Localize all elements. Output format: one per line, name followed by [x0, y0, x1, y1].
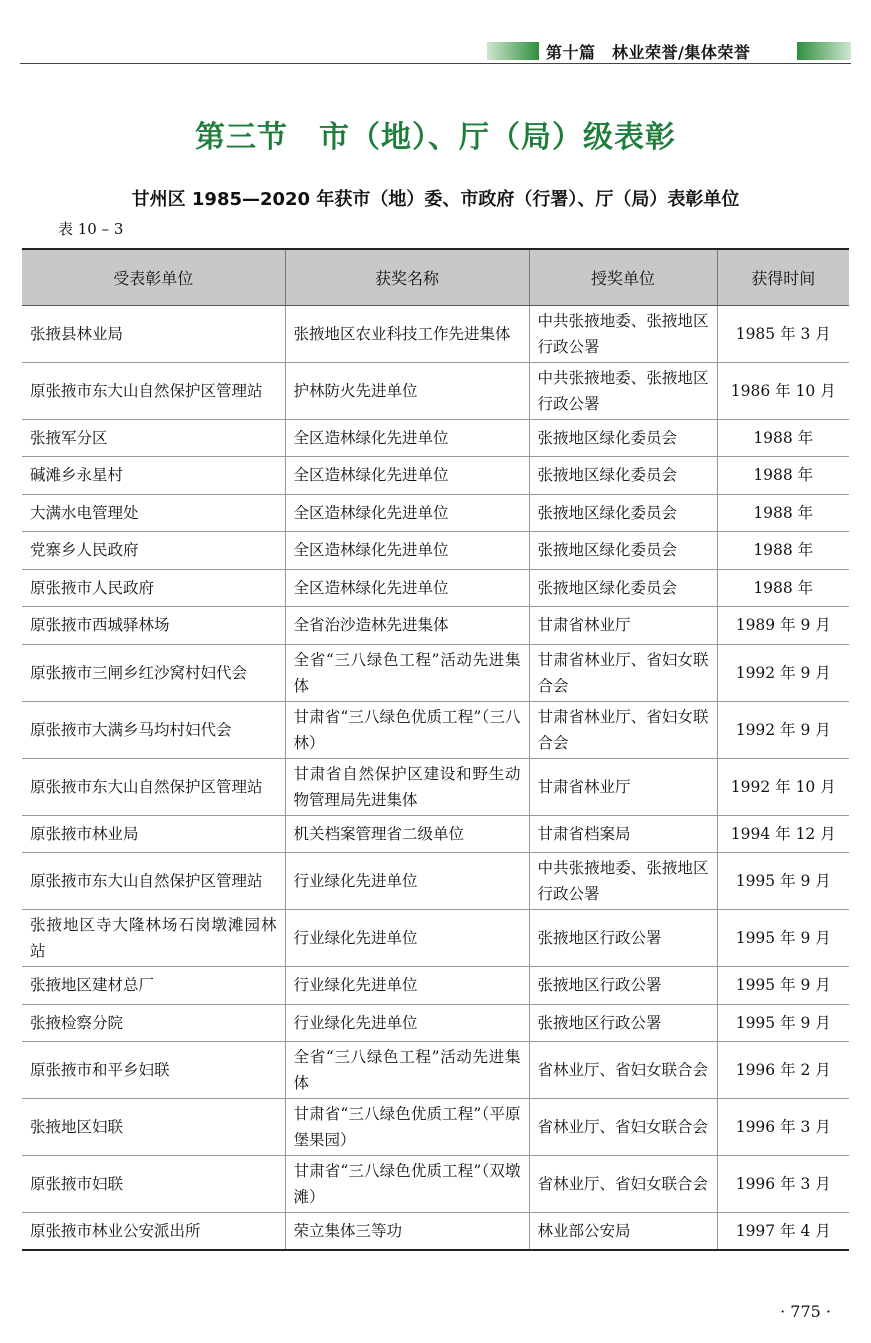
cell-grantor: 张掖地区绿化委员会 — [529, 569, 717, 607]
cell-grantor: 张掖地区行政公署 — [529, 910, 717, 967]
cell-date: 1986 年 10 月 — [717, 362, 849, 419]
cell-unit: 原张掖市林业局 — [22, 815, 285, 853]
cell-grantor: 张掖地区绿化委员会 — [529, 419, 717, 457]
cell-date: 1996 年 2 月 — [717, 1042, 849, 1099]
cell-award: 全区造林绿化先进单位 — [285, 532, 529, 570]
header-accent-bar-right — [797, 42, 851, 60]
column-header-award: 获奖名称 — [285, 249, 529, 305]
table-row — [22, 607, 849, 645]
cell-unit: 碱滩乡永星村 — [22, 457, 285, 495]
cell-unit: 张掖地区寺大隆林场石岗墩滩园林站 — [22, 910, 285, 967]
table-title: 甘州区 1985—2020 年获市（地）委、市政府（行署）、厅（局）表彰单位 — [131, 189, 740, 210]
table-row — [22, 910, 849, 967]
cell-unit: 原张掖市东大山自然保护区管理站 — [22, 362, 285, 419]
column-header-date: 获得时间 — [717, 249, 849, 305]
cell-date: 1995 年 9 月 — [717, 1004, 849, 1042]
cell-grantor: 中共张掖地委、张掖地区行政公署 — [529, 362, 717, 419]
cell-unit: 大满水电管理处 — [22, 494, 285, 532]
cell-date: 1985 年 3 月 — [717, 305, 849, 362]
table-row — [22, 1156, 849, 1213]
cell-award: 全区造林绿化先进单位 — [285, 569, 529, 607]
cell-award: 全省“三八绿色工程”活动先进集体 — [285, 1042, 529, 1099]
awards-table — [22, 248, 849, 1251]
cell-award: 甘肃省自然保护区建设和野生动物管理局先进集体 — [285, 758, 529, 815]
cell-grantor: 甘肃省档案局 — [529, 815, 717, 853]
cell-date: 1996 年 3 月 — [717, 1099, 849, 1156]
cell-unit: 原张掖市西城驿林场 — [22, 607, 285, 645]
cell-unit: 张掖地区妇联 — [22, 1099, 285, 1156]
cell-award: 机关档案管理省二级单位 — [285, 815, 529, 853]
cell-award: 甘肃省“三八绿色优质工程”（平原堡果园） — [285, 1099, 529, 1156]
cell-date: 1992 年 10 月 — [717, 758, 849, 815]
cell-date: 1988 年 — [717, 532, 849, 570]
cell-unit: 张掖县林业局 — [22, 305, 285, 362]
cell-grantor: 张掖地区绿化委员会 — [529, 532, 717, 570]
cell-unit: 原张掖市林业公安派出所 — [22, 1213, 285, 1251]
section-title: 第三节 市（地）、厅（局）级表彰 — [195, 120, 676, 155]
cell-unit: 原张掖市三闸乡红沙窝村妇代会 — [22, 644, 285, 701]
cell-grantor: 张掖地区行政公署 — [529, 1004, 717, 1042]
cell-unit: 原张掖市妇联 — [22, 1156, 285, 1213]
cell-date: 1988 年 — [717, 494, 849, 532]
cell-unit: 原张掖市东大山自然保护区管理站 — [22, 758, 285, 815]
cell-grantor: 甘肃省林业厅、省妇女联合会 — [529, 644, 717, 701]
cell-unit: 张掖地区建材总厂 — [22, 967, 285, 1005]
table-row — [22, 362, 849, 419]
cell-award: 全省治沙造林先进集体 — [285, 607, 529, 645]
cell-award: 张掖地区农业科技工作先进集体 — [285, 305, 529, 362]
cell-award: 全省“三八绿色工程”活动先进集体 — [285, 644, 529, 701]
table-header-row — [22, 249, 849, 305]
cell-grantor: 甘肃省林业厅 — [529, 607, 717, 645]
cell-date: 1997 年 4 月 — [717, 1213, 849, 1251]
table-row — [22, 853, 849, 910]
cell-date: 1992 年 9 月 — [717, 644, 849, 701]
cell-unit: 原张掖市人民政府 — [22, 569, 285, 607]
cell-unit: 张掖军分区 — [22, 419, 285, 457]
table-row — [22, 1213, 849, 1251]
cell-unit: 原张掖市和平乡妇联 — [22, 1042, 285, 1099]
table-row — [22, 305, 849, 362]
header-accent-bar-left — [487, 42, 539, 60]
cell-award: 全区造林绿化先进单位 — [285, 419, 529, 457]
cell-date: 1995 年 9 月 — [717, 910, 849, 967]
cell-grantor: 中共张掖地委、张掖地区行政公署 — [529, 305, 717, 362]
cell-award: 行业绿化先进单位 — [285, 967, 529, 1005]
cell-date: 1995 年 9 月 — [717, 967, 849, 1005]
running-header: 第十篇 林业荣誉/集体荣誉 — [546, 43, 751, 62]
cell-grantor: 甘肃省林业厅 — [529, 758, 717, 815]
cell-unit: 党寨乡人民政府 — [22, 532, 285, 570]
table-row — [22, 1099, 849, 1156]
table-row — [22, 967, 849, 1005]
cell-unit: 原张掖市大满乡马均村妇代会 — [22, 701, 285, 758]
cell-award: 甘肃省“三八绿色优质工程”（双墩滩） — [285, 1156, 529, 1213]
cell-grantor: 中共张掖地委、张掖地区行政公署 — [529, 853, 717, 910]
cell-award: 护林防火先进单位 — [285, 362, 529, 419]
table-row — [22, 457, 849, 495]
table-row — [22, 1004, 849, 1042]
table-row — [22, 815, 849, 853]
cell-date: 1995 年 9 月 — [717, 853, 849, 910]
cell-grantor: 张掖地区绿化委员会 — [529, 494, 717, 532]
cell-grantor: 甘肃省林业厅、省妇女联合会 — [529, 701, 717, 758]
cell-grantor: 省林业厅、省妇女联合会 — [529, 1042, 717, 1099]
column-header-unit: 受表彰单位 — [22, 249, 285, 305]
table-row — [22, 758, 849, 815]
table-row — [22, 419, 849, 457]
table-row — [22, 644, 849, 701]
cell-grantor: 林业部公安局 — [529, 1213, 717, 1251]
cell-date: 1988 年 — [717, 419, 849, 457]
cell-award: 荣立集体三等功 — [285, 1213, 529, 1251]
cell-award: 行业绿化先进单位 — [285, 910, 529, 967]
cell-grantor: 省林业厅、省妇女联合会 — [529, 1099, 717, 1156]
column-header-grantor: 授奖单位 — [529, 249, 717, 305]
cell-date: 1988 年 — [717, 569, 849, 607]
cell-unit: 张掖检察分院 — [22, 1004, 285, 1042]
cell-grantor: 张掖地区行政公署 — [529, 967, 717, 1005]
cell-grantor: 省林业厅、省妇女联合会 — [529, 1156, 717, 1213]
cell-award: 全区造林绿化先进单位 — [285, 457, 529, 495]
cell-date: 1994 年 12 月 — [717, 815, 849, 853]
table-row — [22, 532, 849, 570]
table-row — [22, 1042, 849, 1099]
table-row — [22, 701, 849, 758]
cell-award: 行业绿化先进单位 — [285, 1004, 529, 1042]
header-rule — [20, 63, 851, 64]
cell-unit: 原张掖市东大山自然保护区管理站 — [22, 853, 285, 910]
cell-date: 1988 年 — [717, 457, 849, 495]
cell-date: 1989 年 9 月 — [717, 607, 849, 645]
cell-award: 行业绿化先进单位 — [285, 853, 529, 910]
cell-award: 全区造林绿化先进单位 — [285, 494, 529, 532]
cell-date: 1996 年 3 月 — [717, 1156, 849, 1213]
table-number: 表 10 – 3 — [58, 220, 124, 238]
cell-date: 1992 年 9 月 — [717, 701, 849, 758]
page-number: · 775 · — [780, 1302, 831, 1321]
cell-grantor: 张掖地区绿化委员会 — [529, 457, 717, 495]
table-row — [22, 494, 849, 532]
cell-award: 甘肃省“三八绿色优质工程”（三八林） — [285, 701, 529, 758]
table-row — [22, 569, 849, 607]
